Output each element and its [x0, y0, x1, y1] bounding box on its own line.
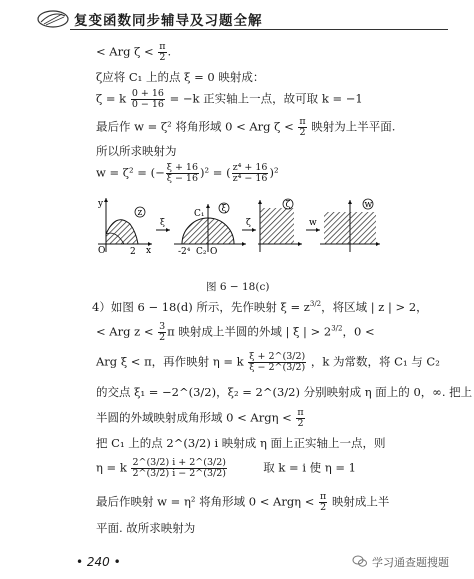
panel-z-plane [97, 198, 152, 257]
text-para-line-2: < Arg z < $\frac{3}{2}$ π 映射成上半圆的外域 | ξ | > $2^{3/2}$，0 < [96, 321, 375, 343]
text-para-line-1: 4）如图 6 − 18(d) 所示，先作映射 $\xi = z^{3/2}$，将区域 | z | > 2， [92, 300, 428, 314]
text-para-line-5: 半圆的外域映射成角形域 0 < Argη < $\frac{\pi}{2}$ [96, 407, 304, 429]
text-para-line-6: 把 C₁ 上的点 2^(3/2) i 映射成 η 面上正实轴上一点，则 [96, 436, 386, 450]
header-logo-icon [36, 8, 70, 30]
svg-text:y: y [98, 199, 104, 209]
watermark-chat-icon [352, 553, 368, 569]
svg-text:z: z [137, 208, 143, 218]
panel-zeta-plane [258, 199, 302, 252]
figure-caption: 图 6 − 18(c) [206, 281, 270, 293]
svg-text:w: w [364, 200, 373, 210]
text-line-6: w = ζ² = (− $\frac{\xi + 16}{\xi - 16}$ )² = ( $\frac{\text{z⁴ + 16}}{\text{z⁴ − 16}}$ )² [96, 162, 279, 184]
text-para-line-3: Arg ξ < π，再作映射 η = k $\frac{\xi + 2\^{}(3/2)}{\xi - 2\^{}(3/2)}$ ，k 为常数，将 C₁ 与 C₂ [96, 351, 440, 373]
page-number: • 240 • [76, 555, 121, 569]
text-line-3: ζ = k $\frac{0 + 16}{0 - 16}$ = −k 正实轴上一点，故可取 k = −1 [96, 88, 363, 110]
svg-text:O: O [210, 247, 218, 257]
text-line-2: ζ应将 C₁ 上的点 ξ = 0 映射成： [96, 70, 265, 84]
svg-text:ξ: ξ [160, 218, 165, 228]
svg-text:ξ: ξ [221, 204, 227, 214]
text-para-line-8: 最后作映射 w = η² 将角形域 0 < Argη < $\frac{\pi}{2}$ 映射成上半 [96, 491, 390, 513]
watermark-text: 学习通查题搜题 [372, 556, 449, 569]
header-rule [70, 29, 448, 30]
svg-text:2: 2 [130, 247, 136, 257]
svg-text:O: O [98, 246, 106, 256]
svg-text:C₂: C₂ [196, 247, 207, 257]
svg-text:x: x [146, 246, 152, 256]
svg-text:w: w [309, 218, 317, 228]
text-line-1: < Arg ζ < $\frac{\pi}{2}$ . [96, 41, 172, 63]
figure-6-18c [84, 190, 384, 270]
text-para-line-4: 的交点 ξ₁ = −2^(3/2)，ξ₂ = 2^(3/2) 分别映射成 η 面上的 0，∞. 把上 [96, 385, 473, 399]
panel-xi-plane [174, 203, 246, 257]
text-para-line-7: η = k $\frac{2\^{}(3/2) i + 2\^{}(3/2)}{2\^{}(3/2) i - 2\^{}(3/2)}$ 取 k = i 使 η = 1 [96, 457, 356, 479]
svg-text:-2⁴: -2⁴ [178, 247, 191, 257]
panel-w-plane [320, 199, 380, 252]
svg-text:ζ: ζ [246, 218, 251, 228]
svg-text:ζ: ζ [285, 200, 291, 210]
header-title: 复变函数同步辅导及习题全解 [74, 13, 263, 29]
text-line-5: 所以所求映射为 [96, 144, 177, 158]
svg-text:C₁: C₁ [194, 209, 205, 219]
text-para-line-9: 平面. 故所求映射为 [96, 521, 196, 535]
text-line-4: 最后作 w = ζ² 将角形域 0 < Arg ζ < $\frac{\pi}{2}$ 映射为上半平面. [96, 116, 396, 138]
